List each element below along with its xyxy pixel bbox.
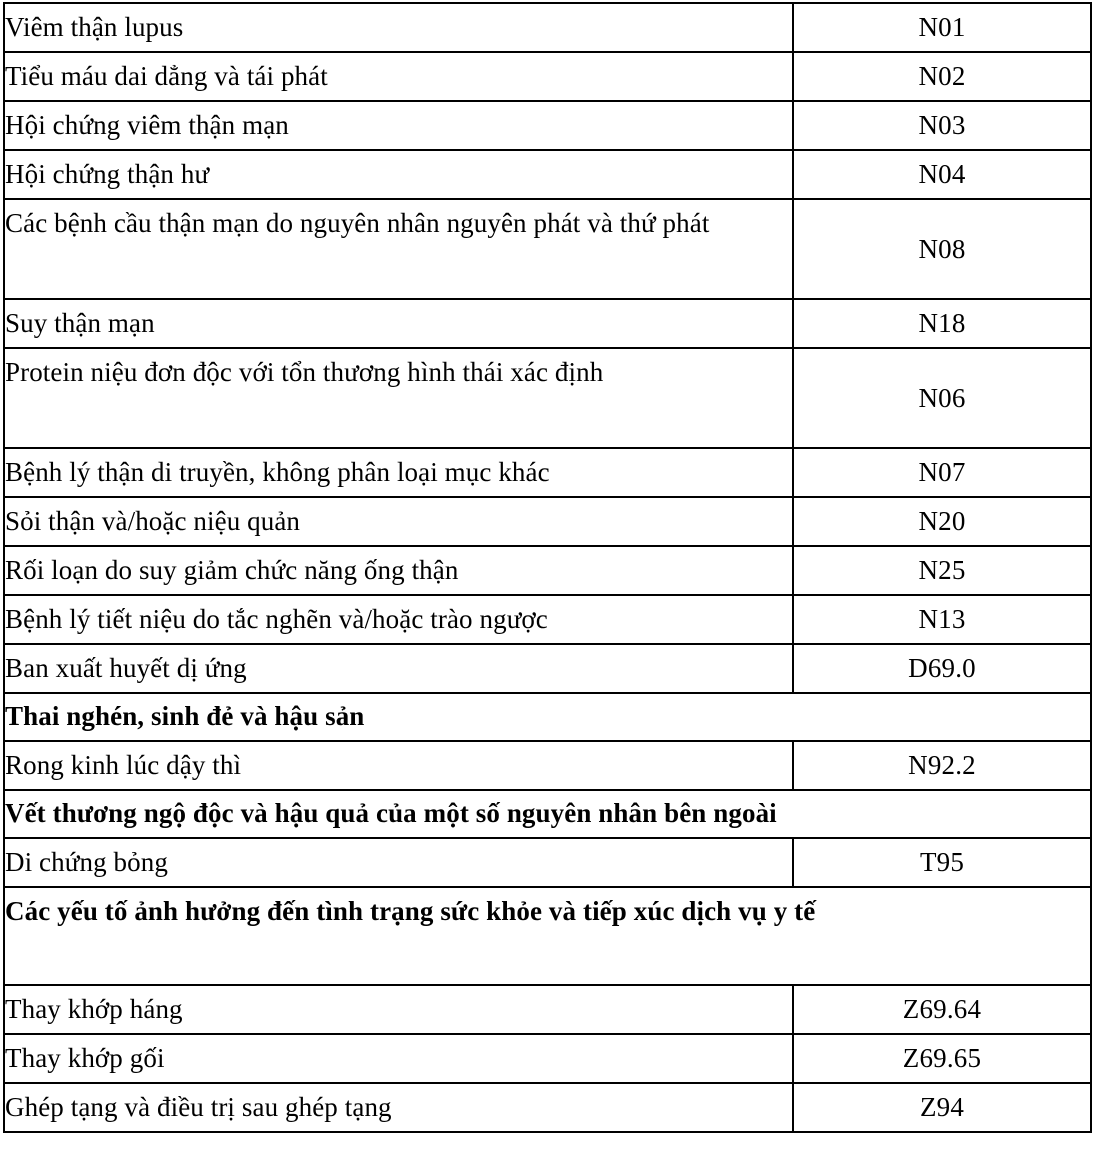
icd-code-cell: T95 [793, 838, 1091, 887]
icd-code-cell: Z69.65 [793, 1034, 1091, 1083]
table-row [4, 199, 1091, 299]
icd-code-cell: N92.2 [793, 741, 1091, 790]
disease-name-cell: Các bệnh cầu thận mạn do nguyên nhân nguyên phát và thứ phát [4, 199, 793, 299]
table-row [4, 741, 1091, 790]
icd-code-cell: N07 [793, 448, 1091, 497]
icd-code-cell: D69.0 [793, 644, 1091, 693]
disease-name-cell: Tiểu máu dai dẳng và tái phát [4, 52, 793, 101]
icd-code-cell: N06 [793, 348, 1091, 448]
table-group-row [4, 693, 1091, 741]
icd-code-cell: N01 [793, 3, 1091, 52]
disease-name-cell: Rong kinh lúc dậy thì [4, 741, 793, 790]
disease-name-cell: Viêm thận lupus [4, 3, 793, 52]
icd-code-cell: Z94 [793, 1083, 1091, 1132]
icd-code-cell: Z69.64 [793, 985, 1091, 1034]
table-row [4, 1083, 1091, 1132]
table-row [4, 595, 1091, 644]
disease-name-cell: Rối loạn do suy giảm chức năng ống thận [4, 546, 793, 595]
table-row [4, 150, 1091, 199]
table-row [4, 448, 1091, 497]
icd-code-table [3, 2, 1092, 1133]
table-row [4, 299, 1091, 348]
disease-name-cell: Ban xuất huyết dị ứng [4, 644, 793, 693]
table-row [4, 348, 1091, 448]
table-row [4, 1034, 1091, 1083]
table-row [4, 101, 1091, 150]
disease-name-cell: Bệnh lý tiết niệu do tắc nghẽn và/hoặc trào ngược [4, 595, 793, 644]
group-heading-cell: Các yếu tố ảnh hưởng đến tình trạng sức khỏe và tiếp xúc dịch vụ y tế [4, 887, 1091, 985]
table-group-row [4, 887, 1091, 985]
disease-name-cell: Thay khớp gối [4, 1034, 793, 1083]
icd-code-cell: N04 [793, 150, 1091, 199]
table-row [4, 3, 1091, 52]
table-row [4, 546, 1091, 595]
icd-code-cell: N03 [793, 101, 1091, 150]
group-heading-cell: Vết thương ngộ độc và hậu quả của một số nguyên nhân bên ngoài [4, 790, 1091, 838]
table-row [4, 985, 1091, 1034]
disease-name-cell: Thay khớp háng [4, 985, 793, 1034]
disease-name-cell: Bệnh lý thận di truyền, không phân loại mục khác [4, 448, 793, 497]
table-row [4, 52, 1091, 101]
icd-code-cell: N25 [793, 546, 1091, 595]
table-group-row [4, 790, 1091, 838]
icd-code-cell: N18 [793, 299, 1091, 348]
table-row [4, 497, 1091, 546]
icd-code-cell: N02 [793, 52, 1091, 101]
table-row [4, 644, 1091, 693]
disease-name-cell: Protein niệu đơn độc với tổn thương hình thái xác định [4, 348, 793, 448]
disease-name-cell: Di chứng bỏng [4, 838, 793, 887]
icd-code-cell: N20 [793, 497, 1091, 546]
disease-name-cell: Hội chứng viêm thận mạn [4, 101, 793, 150]
disease-name-cell: Suy thận mạn [4, 299, 793, 348]
table-row [4, 838, 1091, 887]
disease-name-cell: Hội chứng thận hư [4, 150, 793, 199]
disease-name-cell: Ghép tạng và điều trị sau ghép tạng [4, 1083, 793, 1132]
icd-code-cell: N13 [793, 595, 1091, 644]
icd-code-cell: N08 [793, 199, 1091, 299]
table-body [4, 3, 1091, 1132]
group-heading-cell: Thai nghén, sinh đẻ và hậu sản [4, 693, 1091, 741]
disease-name-cell: Sỏi thận và/hoặc niệu quản [4, 497, 793, 546]
